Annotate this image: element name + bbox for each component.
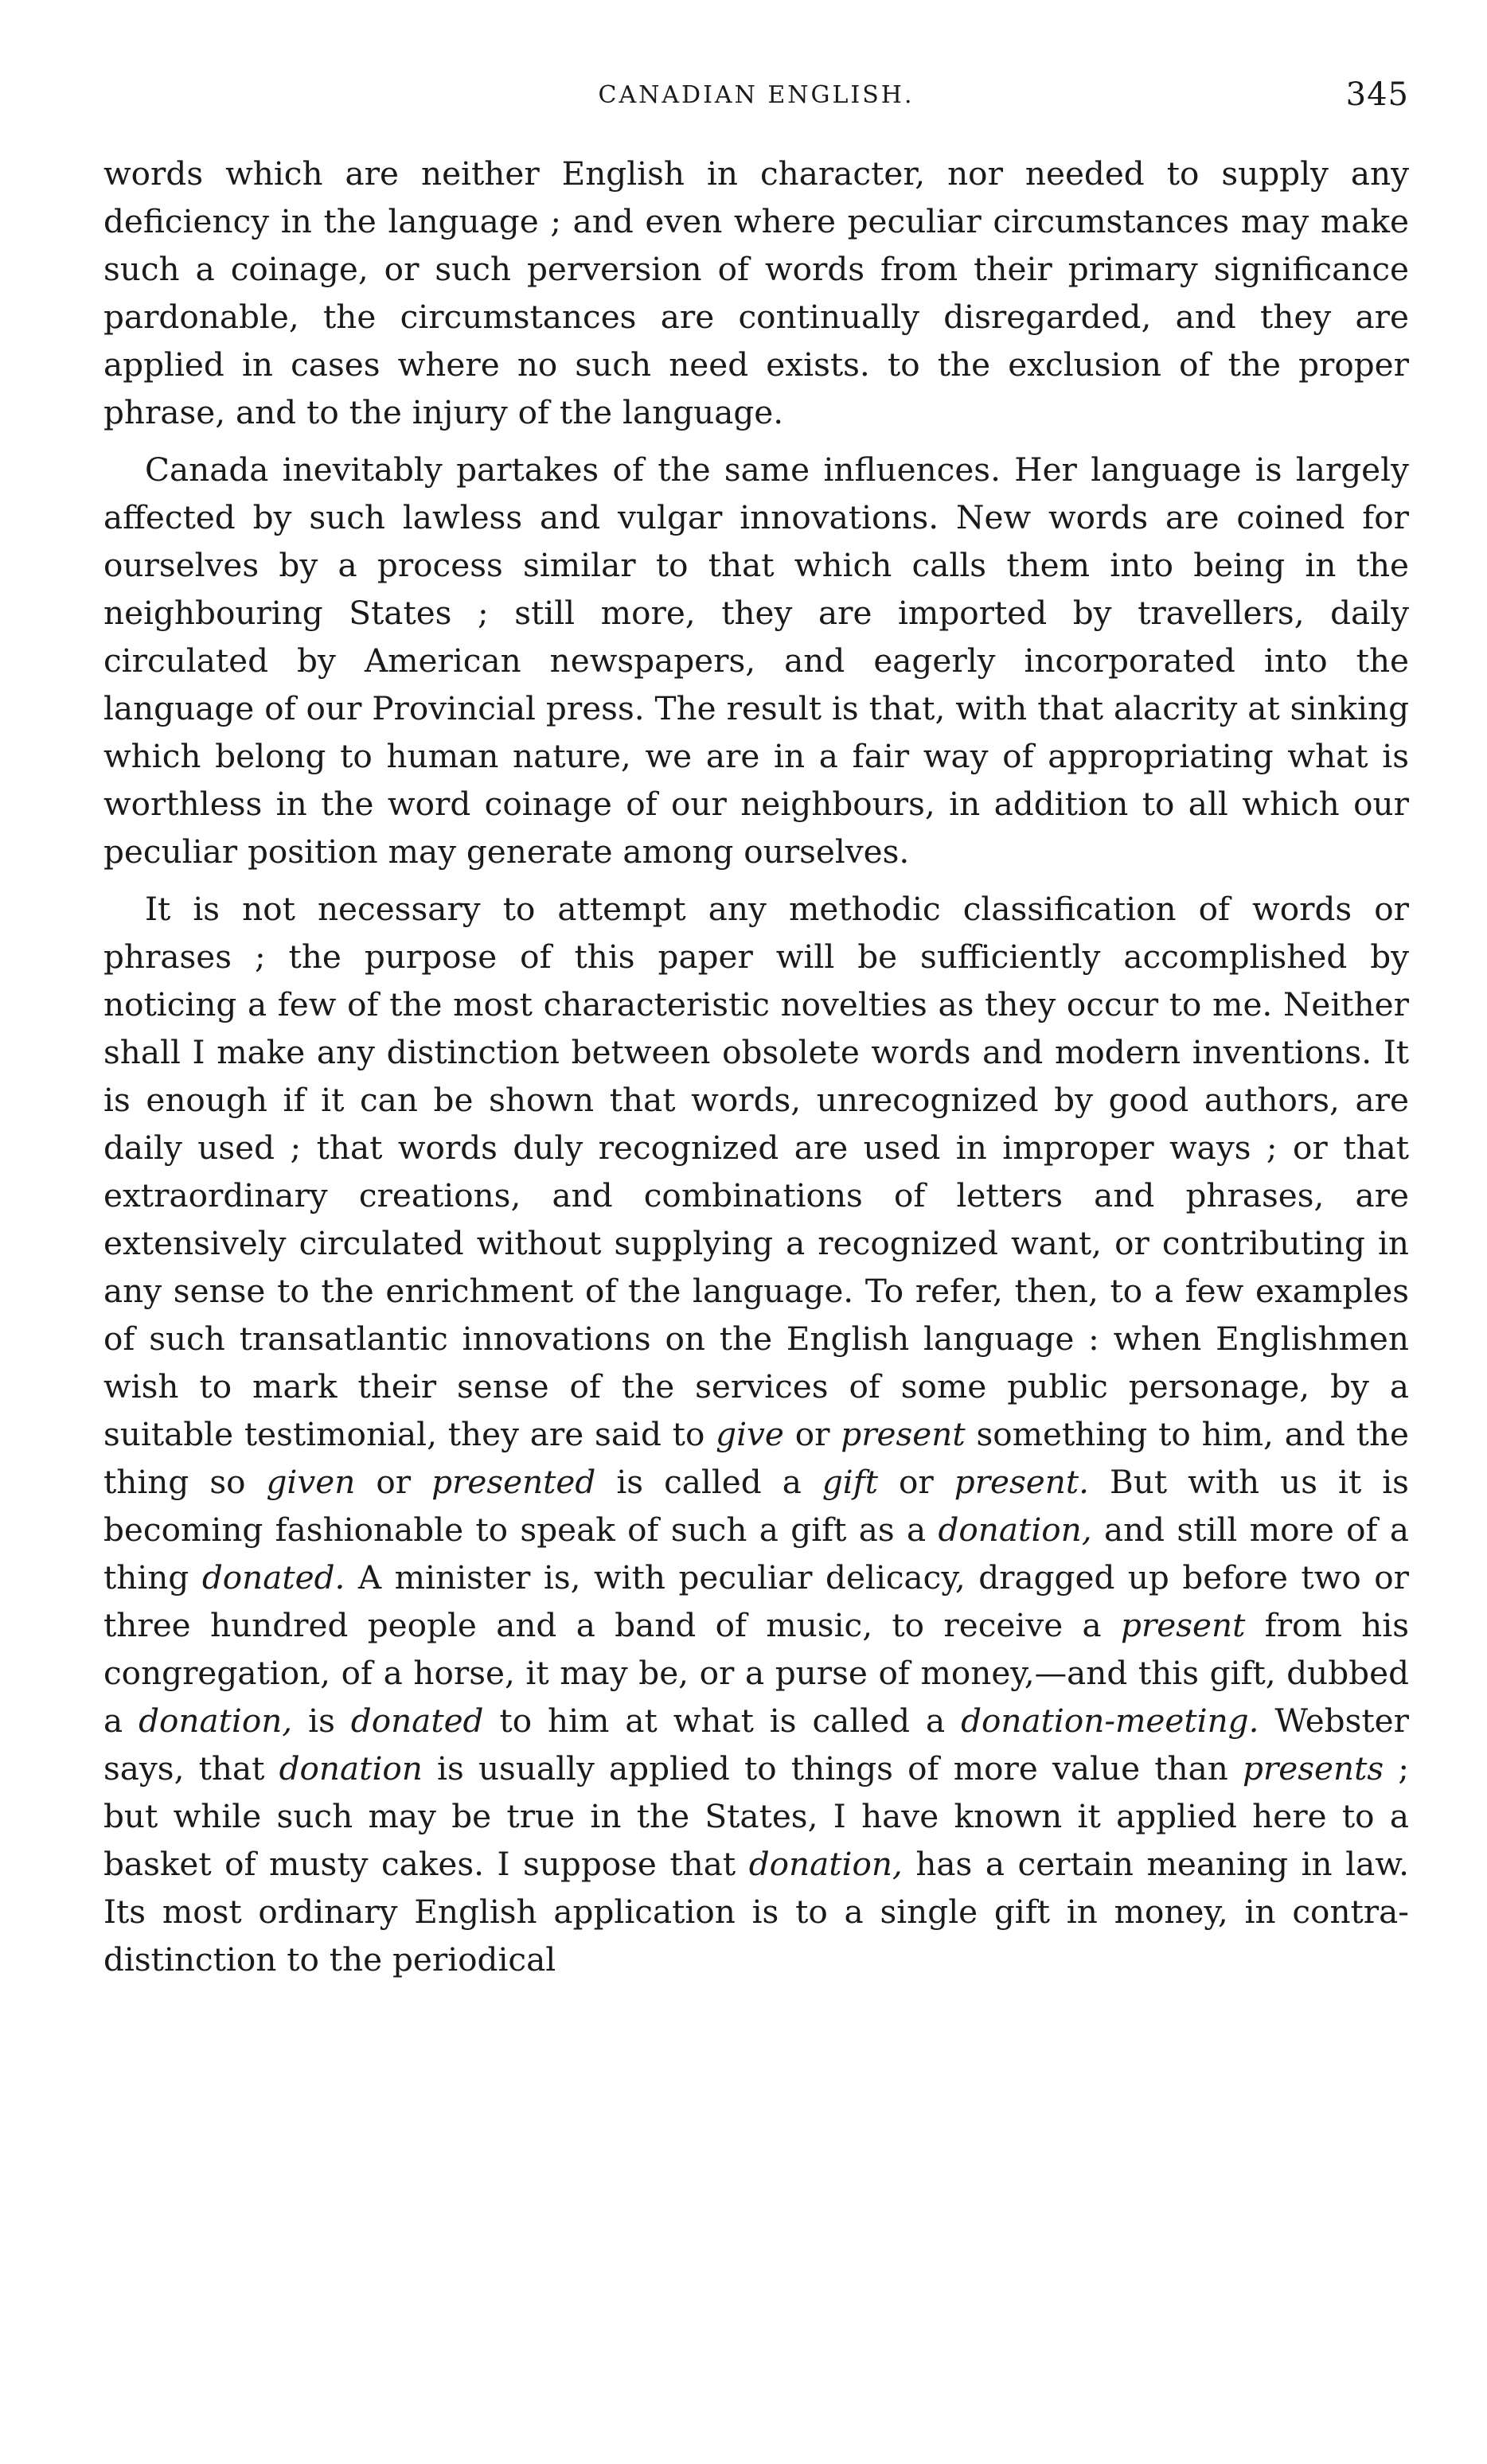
text-run: or [878,1463,954,1501]
running-title: CANADIAN ENGLISH. [598,81,915,109]
text-run: or [783,1415,841,1453]
text-run: It is not necessary to attempt any methodic classification of words or phrases ; the purpose of this paper will be sufficiently accomplished by noticing a few of the most characteristic novelties as they occur to me. Neither shall I make any distinction between obsolete words and modern inventions. It is enough if it can be shown that words, unrecognized by good authors, are daily used ; that words duly recognized are used in improper ways ; or that extraordinary creations, and combinations of letters and phrases, are extensively circulated without supplying a recognized want, or contributing in any sense to the enrichment of the language. To refer, then, to a few examples of such transatlantic innovations on the English language : when Englishmen wish to mark their sense of the services of some public personage, by a suitable testimonial, they are said to [103,890,1409,1453]
text-run: A minister is, with peculiar delicacy, dragged up before two or three hundred people and a band of music, to receive a [103,1558,1409,1644]
italic-term: donation, [938,1511,1092,1549]
italic-term: donation-meeting. [961,1702,1259,1740]
text-run: Webster says, that [103,1702,1409,1788]
text-run: is usually applied to things of more value than [422,1749,1243,1788]
page-number: 345 [1345,76,1409,113]
paragraph-classification [103,885,1409,1983]
italic-term: present [1121,1606,1246,1644]
italic-term: gift [822,1463,879,1501]
running-header [103,76,1409,124]
text-run: is [292,1702,351,1740]
book-page [103,76,1409,1993]
text-run: from his congregation, of a horse, it may be, or a purse of money,—and this gift, dubbed a [103,1606,1409,1740]
text-run: ; but while such may be true in the States, I have known it applied here to a basket of musty cakes. I suppose that [103,1749,1409,1883]
italic-term: given [266,1463,356,1501]
paragraph-continuation [103,150,1409,436]
text-run: and still more of a thing [103,1511,1409,1597]
text-run: Canada inevitably partakes of the same influences. Her language is largely affected by such lawless and vulgar innovations. New words are coined for ourselves by a process similar to that which calls them into being in the neighbouring States ; still more, they are imported by travellers, daily circulated by American newspapers, and eagerly incorporated into the language of our Provincial press. The result is that, with that alacrity at sinking which belong to human nature, we are in a fair way of appropriating what is worthless in the word coinage of our neighbours, in addition to all which our peculiar position may generate among ourselves. [103,450,1409,871]
paragraph-canada-influences [103,446,1409,875]
italic-term: present [841,1415,966,1453]
text-run: But with us it is becoming fashionable to speak of such a gift as a [103,1463,1409,1549]
italic-term: presented [431,1463,596,1501]
text-run: or [355,1463,432,1501]
text-run: words which are neither English in character, nor needed to supply any deficiency in the language ; and even where peculiar circumstances may make such a coinage, or such perversion of words from their primary significance pardonable, the circumstances are continually disregarded, and they are applied in cases where no such need exists. to the exclusion of the proper phrase, and to the injury of the language. [103,154,1409,431]
italic-term: donated [350,1702,484,1740]
body-text [103,150,1409,1983]
italic-term: donation, [748,1845,903,1883]
italic-term: give [716,1415,784,1453]
italic-term: donated. [201,1558,345,1597]
italic-term: presents [1243,1749,1384,1788]
text-run: something to him, and the thing so [103,1415,1410,1501]
italic-term: present. [954,1463,1090,1501]
italic-term: donation [279,1749,423,1788]
text-run: is called a [595,1463,822,1501]
italic-term: donation, [139,1702,293,1740]
text-run: to him at what is called a [483,1702,962,1740]
text-run: has a certain meaning in law. Its most ordinary English application is to a single gift in money, in contra-distinction to the periodical [103,1845,1409,1979]
